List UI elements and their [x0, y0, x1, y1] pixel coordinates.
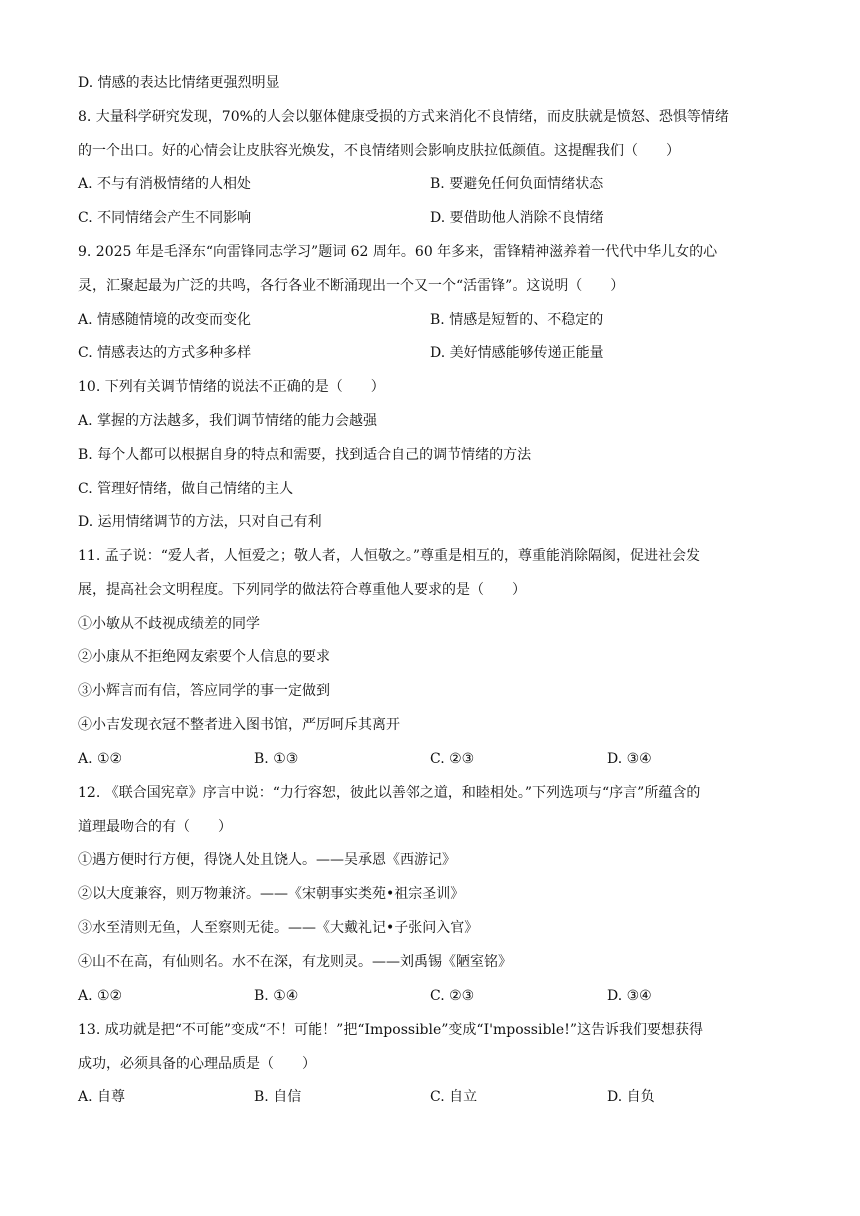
- q13-stem-line1: 13. 成功就是把“不可能”变成“不！可能！”把“Impossible”变成“I'mpossible!”这告诉我们要想获得: [78, 1022, 703, 1038]
- q12-option-d: D. ③④: [607, 988, 652, 1004]
- q10-option-b: B. 每个人都可以根据自身的特点和需要，找到适合自己的调节情绪的方法: [78, 447, 532, 463]
- q13-option-b: B. 自信: [254, 1089, 302, 1105]
- q12-item-3: ③水至清则无鱼，人至察则无徒。——《大戴礼记•子张问入官》: [78, 920, 479, 936]
- q10-option-c: C. 管理好情绪，做自己情绪的主人: [78, 481, 294, 497]
- q10-option-d: D. 运用情绪调节的方法，只对自己有利: [78, 514, 322, 530]
- q12-item-1: ①遇方便时行方便，得饶人处且饶人。——吴承恩《西游记》: [78, 852, 456, 868]
- q9-option-c: C. 情感表达的方式多种多样: [78, 345, 252, 361]
- q8-stem-line1: 8. 大量科学研究发现，70%的人会以躯体健康受损的方式来消化不良情绪，而皮肤就是愤怒、恐惧等情绪: [78, 109, 729, 125]
- q9-stem-line1: 9. 2025 年是毛泽东“向雷锋同志学习”题词 62 周年。60 年多来，雷锋精神滋养着一代代中华儿女的心: [78, 244, 718, 260]
- q10-stem: 10. 下列有关调节情绪的说法不正确的是（ ）: [78, 379, 385, 395]
- q9-option-b: B. 情感是短暂的、不稳定的: [430, 312, 604, 328]
- q11-option-d: D. ③④: [607, 751, 652, 767]
- q9-option-a: A. 情感随情境的改变而变化: [78, 312, 252, 328]
- q13-option-c: C. 自立: [430, 1089, 478, 1105]
- q10-option-a: A. 掌握的方法越多，我们调节情绪的能力会越强: [78, 413, 378, 429]
- q11-item-4: ④小吉发现衣冠不整者进入图书馆，严厉呵斥其离开: [78, 717, 400, 733]
- q11-item-3: ③小辉言而有信，答应同学的事一定做到: [78, 683, 330, 699]
- q12-item-2: ②以大度兼容，则万物兼济。——《宋朝事实类苑•祖宗圣训》: [78, 886, 465, 902]
- q11-stem-line2: 展，提高社会文明程度。下列同学的做法符合尊重他人要求的是（ ）: [78, 582, 526, 598]
- q11-option-c: C. ②③: [430, 751, 475, 767]
- q12-option-b: B. ①④: [254, 988, 299, 1004]
- q11-stem-line1: 11. 孟子说：“爱人者，人恒爱之；敬人者，人恒敬之。”尊重是相互的，尊重能消除隔阂，促进社会发: [78, 548, 701, 564]
- q11-option-a: A. ①②: [78, 751, 123, 767]
- q8-option-a: A. 不与有消极情绪的人相处: [78, 176, 252, 192]
- q12-item-4: ④山不在高，有仙则名。水不在深，有龙则灵。——刘禹锡《陋室铭》: [78, 954, 512, 970]
- q11-option-b: B. ①③: [254, 751, 299, 767]
- q12-option-a: A. ①②: [78, 988, 123, 1004]
- q9-stem-line2: 灵，汇聚起最为广泛的共鸣，各行各业不断涌现出一个又一个“活雷锋”。这说明（ ）: [78, 278, 625, 294]
- q13-option-a: A. 自尊: [78, 1089, 126, 1105]
- q8-stem-line2: 的一个出口。好的心情会让皮肤容光焕发，不良情绪则会影响皮肤拉低颜值。这提醒我们（ ）: [78, 143, 680, 159]
- q8-option-b: B. 要避免任何负面情绪状态: [430, 176, 604, 192]
- q7-option-d: D. 情感的表达比情绪更强烈明显: [78, 75, 280, 91]
- q8-option-d: D. 要借助他人消除不良情绪: [430, 210, 604, 226]
- q12-option-c: C. ②③: [430, 988, 475, 1004]
- q11-item-1: ①小敏从不歧视成绩差的同学: [78, 616, 260, 632]
- q12-stem-line2: 道理最吻合的有（ ）: [78, 819, 232, 835]
- q13-option-d: D. 自负: [607, 1089, 655, 1105]
- q11-item-2: ②小康从不拒绝网友索要个人信息的要求: [78, 649, 330, 665]
- q9-option-d: D. 美好情感能够传递正能量: [430, 345, 604, 361]
- q12-stem-line1: 12. 《联合国宪章》序言中说：“力行容恕，彼此以善邻之道，和睦相处。”下列选项与“序言”所蕴含的: [78, 785, 701, 801]
- q8-option-c: C. 不同情绪会产生不同影响: [78, 210, 252, 226]
- q13-stem-line2: 成功，必须具备的心理品质是（ ）: [78, 1056, 316, 1072]
